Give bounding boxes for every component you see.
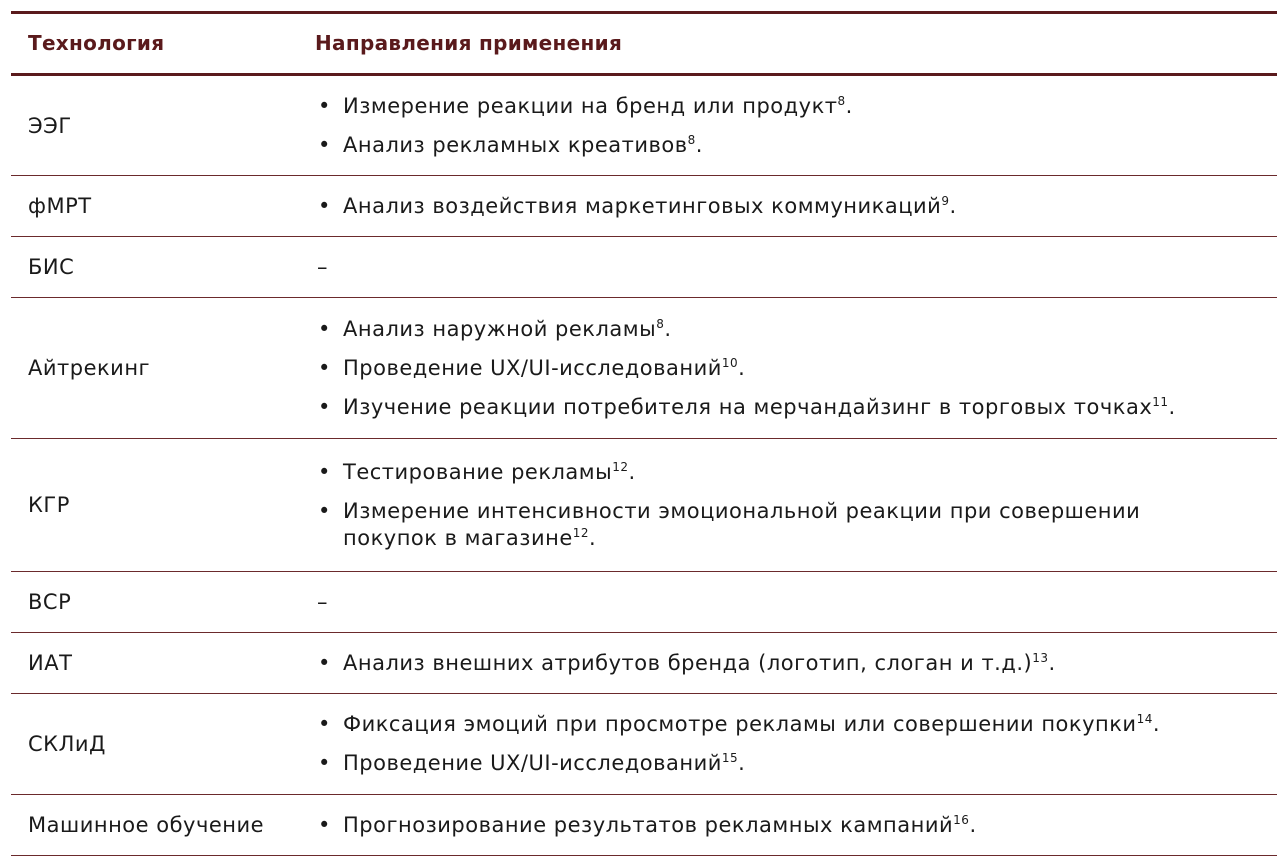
empty-dash: – — [317, 590, 328, 614]
row-technology: СКЛиД — [28, 732, 106, 756]
row-technology: Айтрекинг — [28, 356, 151, 380]
row-applications — [315, 795, 1237, 855]
list-item: • Прогнозирование результатов рекламных кампаний$^{16}$. — [318, 812, 977, 837]
table-row — [11, 298, 1277, 439]
row-applications — [315, 439, 1237, 571]
list-item: • Анализ рекламных креативов$^8$. — [318, 132, 703, 157]
header-technology: Технология — [28, 31, 165, 55]
row-technology: КГР — [28, 493, 70, 517]
table-header — [11, 14, 1277, 76]
row-applications — [315, 633, 1237, 693]
row-applications — [315, 176, 1237, 236]
list-item: • Измерение интенсивности эмоциональной реакции при совершении покупок в магазине$^{12}$. — [318, 498, 1141, 550]
table-row — [11, 633, 1277, 694]
list-item: • Изучение реакции потребителя на мерчандайзинг в торговых точках$^{11}$. — [318, 394, 1176, 419]
row-applications — [315, 237, 1237, 297]
row-technology: БИС — [28, 255, 75, 279]
table-row — [11, 237, 1277, 298]
list-item: • Анализ наружной рекламы$^8$. — [318, 316, 672, 341]
table-row — [11, 795, 1277, 856]
empty-dash: – — [317, 255, 328, 279]
table-row — [11, 572, 1277, 633]
row-applications — [315, 298, 1237, 438]
row-applications — [315, 572, 1237, 632]
list-item: • Анализ внешних атрибутов бренда (логотип, слоган и т.д.)$^{13}$. — [318, 650, 1056, 675]
row-technology: ИАТ — [28, 651, 73, 675]
table-row — [11, 76, 1277, 176]
row-technology: ЭЭГ — [28, 113, 72, 138]
row-technology: ВСР — [28, 590, 72, 614]
table-row — [11, 439, 1277, 572]
row-applications — [315, 694, 1237, 794]
header-applications: Направления применения — [315, 31, 623, 55]
list-item: • Измерение реакции на бренд или продукт$^8$. — [318, 93, 853, 118]
row-technology: фМРТ — [28, 194, 92, 218]
table-row — [11, 694, 1277, 795]
list-item: • Проведение UX/UI-исследований$^{10}$. — [318, 355, 746, 380]
table-row — [11, 176, 1277, 237]
applications-table — [11, 11, 1277, 856]
list-item: • Проведение UX/UI-исследований$^{15}$. — [318, 751, 746, 775]
list-item: • Фиксация эмоций при просмотре рекламы или совершении покупки$^{14}$. — [318, 712, 1161, 736]
row-technology: Машинное обучение — [28, 813, 265, 837]
row-applications — [315, 76, 1237, 175]
list-item: • Тестирование рекламы$^{12}$. — [318, 459, 636, 484]
list-item: • Анализ воздействия маркетинговых коммуникаций$^9$. — [318, 193, 957, 218]
